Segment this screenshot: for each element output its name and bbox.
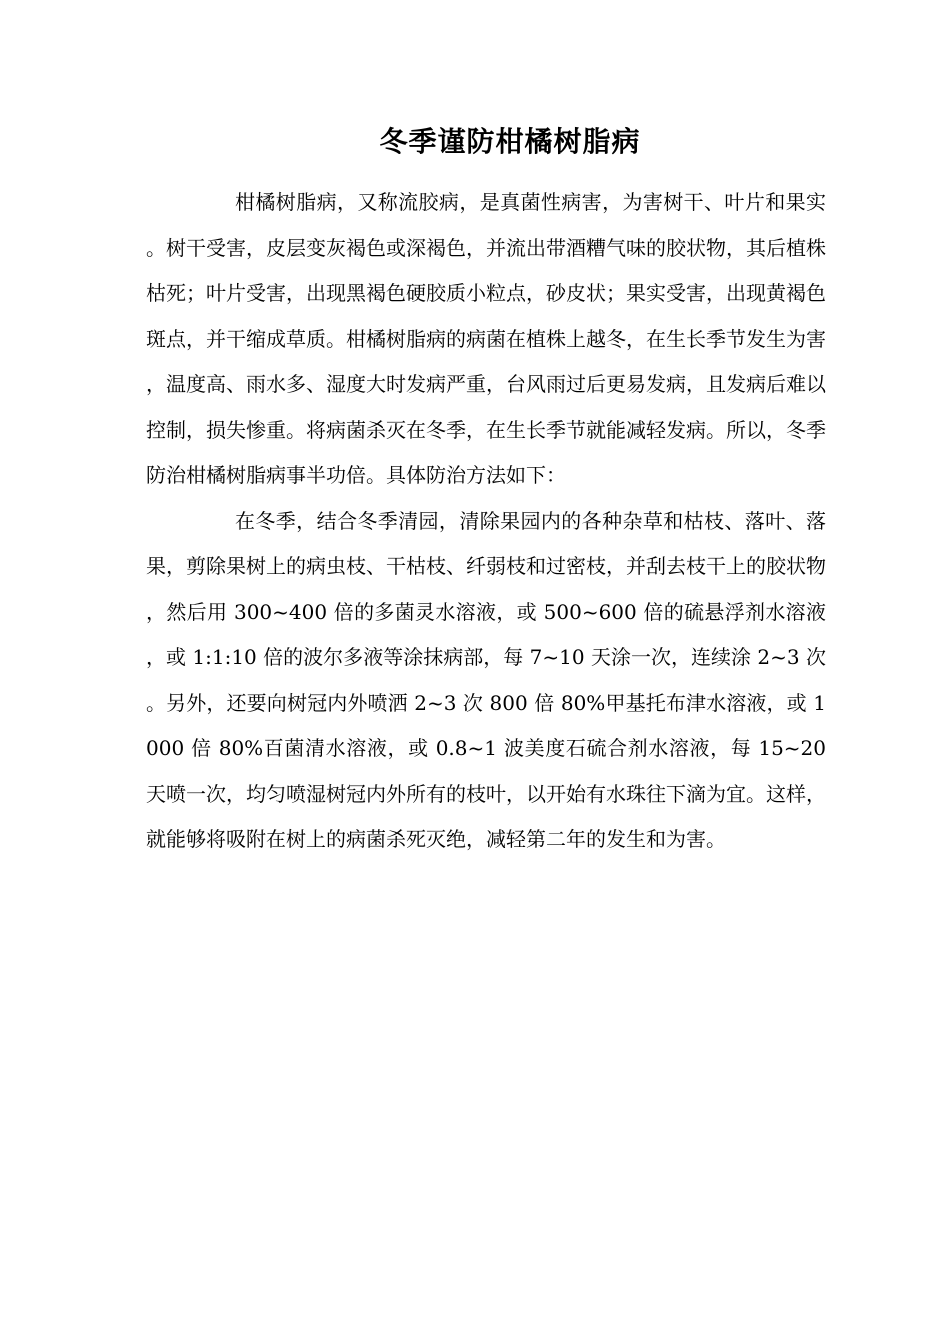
document-body	[146, 180, 826, 863]
paragraph-intro: 柑橘树脂病，又称流胶病，是真菌性病害，为害树干、叶片和果实。树干受害，皮层变灰褐色或深褐色，并流出带酒糟气味的胶状物，其后植株枯死；叶片受害，出现黑褐色硬胶质小粒点，砂皮状；果实受害，出现黄褐色斑点，并干缩成草质。柑橘树脂病的病菌在植株上越冬，在生长季节发生为害，温度高、雨水多、湿度大时发病严重，台风雨过后更易发病，且发病后难以控制，损失惨重。将病菌杀灭在冬季，在生长季节就能减轻发病。所以，冬季防治柑橘树脂病事半功倍。具体防治方法如下：	[146, 190, 826, 487]
paragraph-method: 在冬季，结合冬季清园，清除果园内的各种杂草和枯枝、落叶、落果，剪除果树上的病虫枝、干枯枝、纤弱枝和过密枝，并刮去枝干上的胶状物，然后用 300~400 倍的多菌灵水溶液，或 500~600 倍的硫悬浮剂水溶液，或 1:1:10 倍的波尔多液等涂抹病部，每 7~10 天涂一次，连续涂 2~3 次。另外，还要向树冠内外喷洒 2~3 次 800 倍 80%甲基托布津水溶液，或 1000 倍 80%百菌清水溶液，或 0.8~1 波美度石硫合剂水溶液，每 15~20 天喷一次，均匀喷湿树冠内外所有的枝叶，以开始有水珠往下滴为宜。这样，就能够将吸附在树上的病菌杀死灭绝，减轻第二年的发生和为害。	[146, 508, 826, 851]
document-title: 冬季谨防柑橘树脂病	[379, 125, 641, 158]
